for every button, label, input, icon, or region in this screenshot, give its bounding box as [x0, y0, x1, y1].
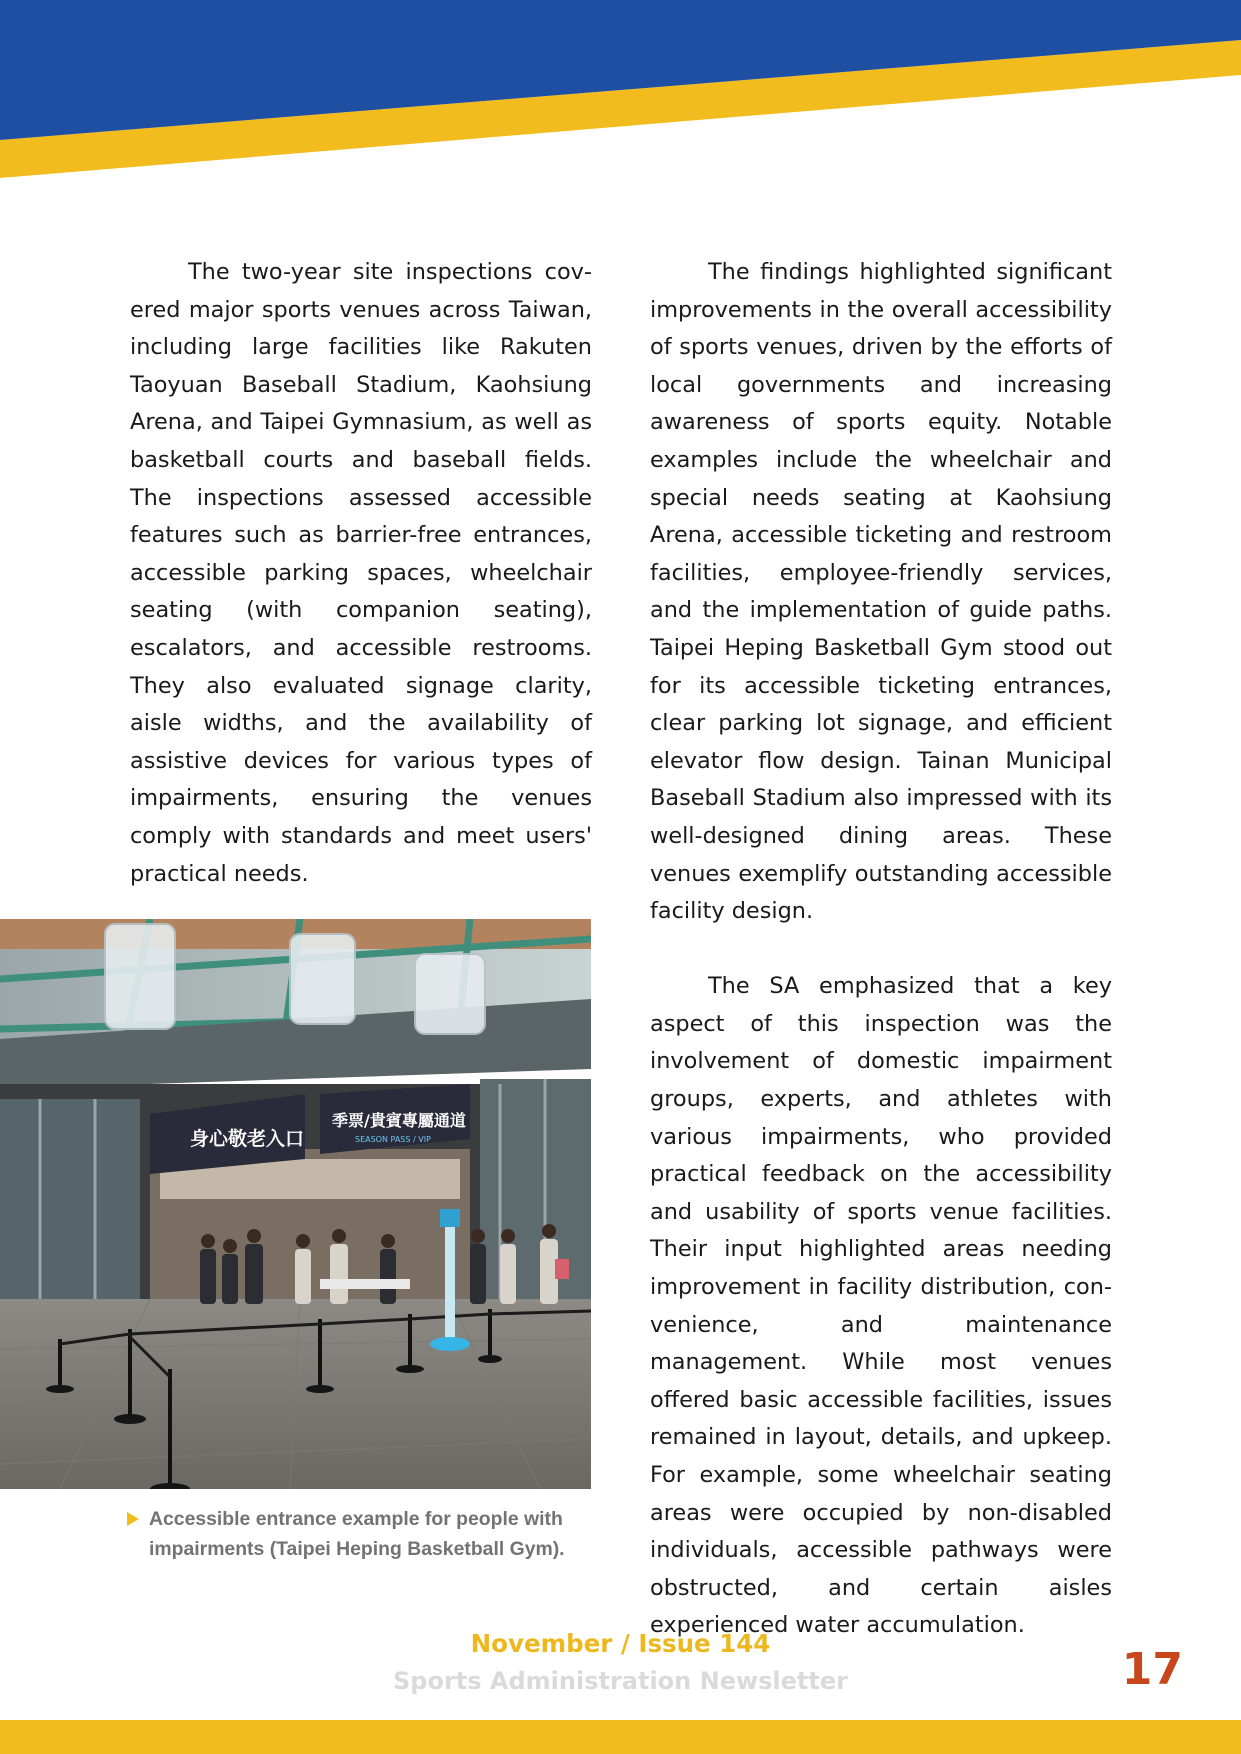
- photo-illustration: [0, 919, 591, 1489]
- photo-caption-text: Accessible entrance example for people with impairments (Taipei Heping Basketball Gym).: [149, 1508, 565, 1560]
- footer-issue: November / Issue 144: [470, 1629, 771, 1658]
- article-column-right: [650, 254, 1112, 1645]
- article-paragraph: The SA emphasized that a key aspect of this inspection was the involvement of domestic impairment groups, experts, and athletes with various impairments, who provided practical feedback on the accessibility and usability of sports venue facilities. Their input highlighted areas needing improvement in facility distribution, convenience, and maintenance management. While most venues offered basic accessible facilities, issues remained in layout, details, and upkeep. For example, some wheelchair seating areas were occupied by non-disabled individuals, accessible pathways were obstructed, and certain aisles experienced water accumulation.: [650, 973, 1112, 1639]
- article-column-left: [130, 254, 592, 893]
- header-banner: [0, 0, 1241, 180]
- page-number: 17: [1121, 1644, 1183, 1695]
- article-paragraph: The findings highlighted significant improvements in the overall accessibility of sports venues, driven by the efforts of local governments and increasing awareness of sports equity. Notable examples include the wheelchair and special needs seating at Kaohsiung Arena, accessible ticketing and restroom facilities, employee-friendly services, and the implementation of guide paths. Taipei Heping Basketball Gym stood out for its accessible ticketing entrances, clear parking lot signage, and efficient elevator flow design. Tainan Municipal Baseball Stadium also impressed with its well-designed dining areas. These venues exemplify outstanding accessible facility design.: [650, 259, 1112, 925]
- footer-bar: [0, 1720, 1241, 1754]
- accessible-entrance-sign-text: 身心敬老入口: [190, 1128, 305, 1150]
- caption-arrow-icon: [127, 1512, 139, 1526]
- footer-newsletter-name: Sports Administration Newsletter: [392, 1667, 848, 1695]
- vip-entrance-sign-text: 季票/貴賓專屬通道: [332, 1111, 466, 1130]
- photo-caption: [127, 1504, 592, 1564]
- article-paragraph: The two-year site inspections covered major sports venues across Taiwan, including large facilities like Rakuten Taoyuan Baseball Stadium, Kaohsiung Arena, and Taipei Gymnasium, as well as basketball courts and baseball fields. The inspections assessed accessible features such as barrier-free entrances, accessible parking spaces, wheelchair seating (with companion seating), escalators, and accessible restrooms. They also evaluated signage clarity, aisle widths, and the availability of assistive devices for various types of impairments, ensuring the venues comply with standards and meet users' practical needs.: [130, 259, 592, 887]
- vip-entrance-sign-subtext: SEASON PASS / VIP: [355, 1135, 431, 1144]
- venue-entrance-photo: [0, 919, 591, 1489]
- people-in-queue: [200, 1224, 569, 1304]
